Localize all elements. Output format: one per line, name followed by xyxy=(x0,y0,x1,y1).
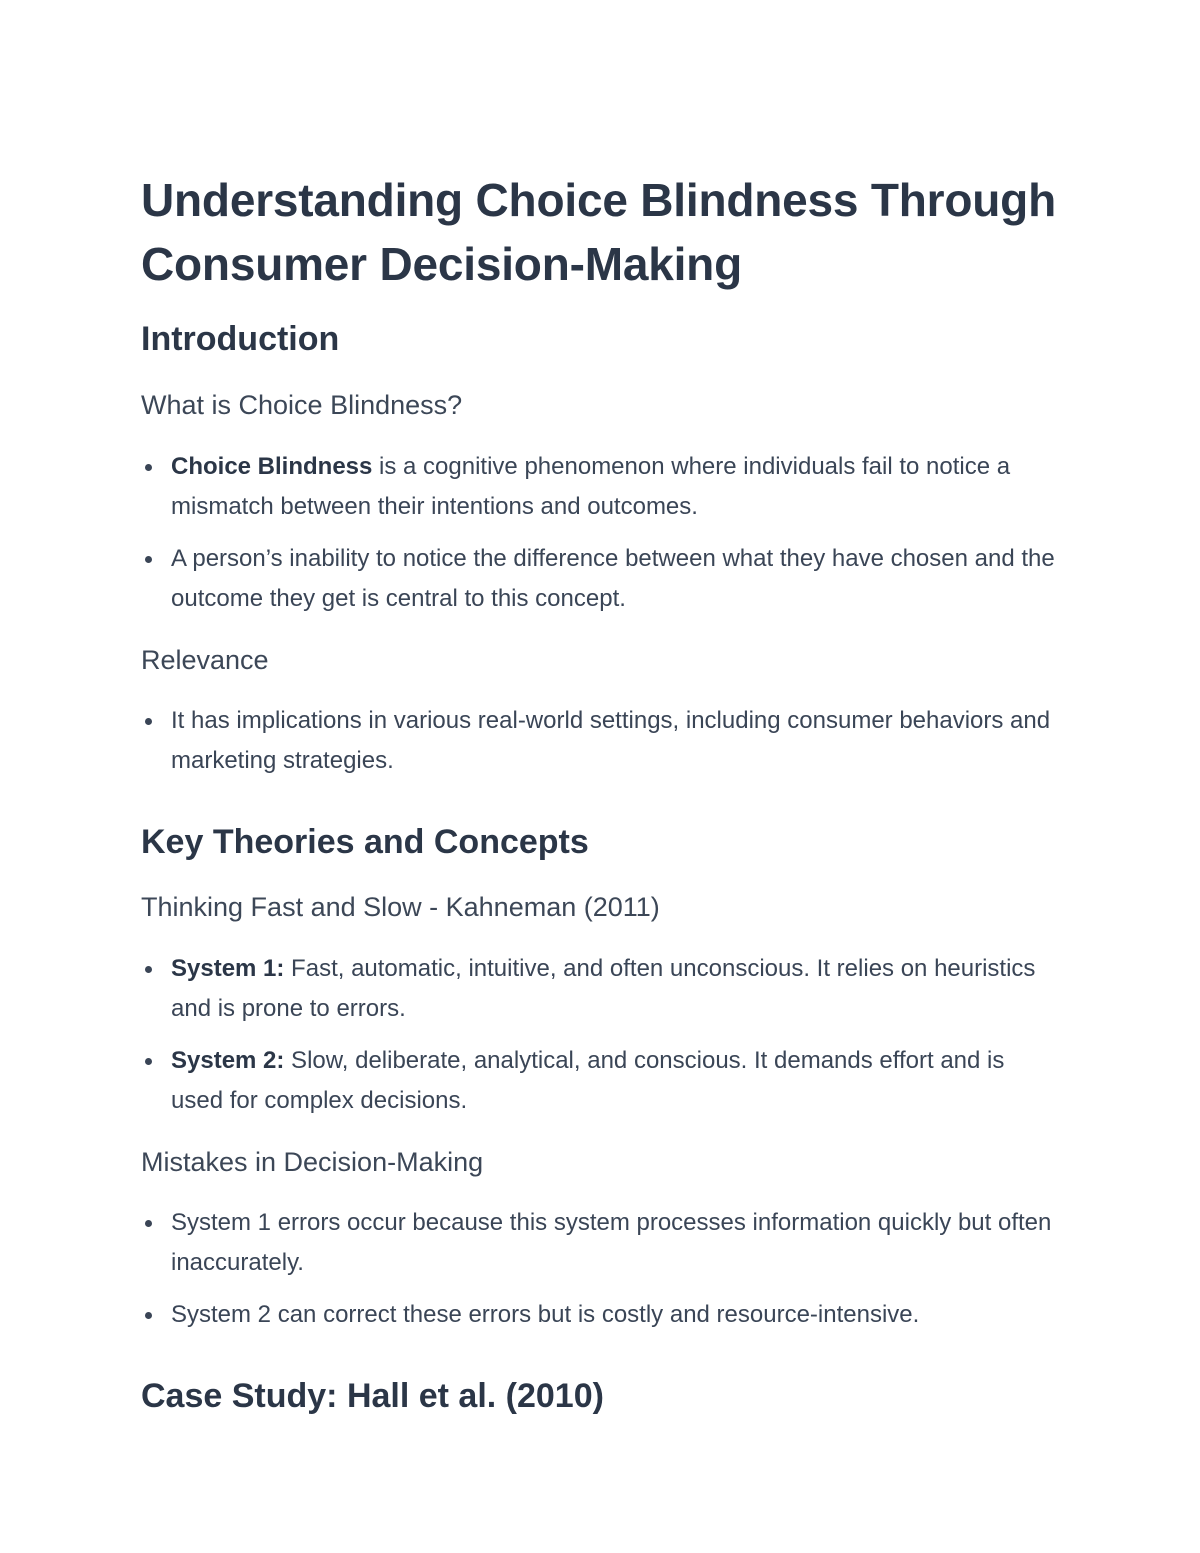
bullet-list-systems xyxy=(141,949,1061,1121)
list-item xyxy=(141,1041,1061,1121)
bullet-list-what-is xyxy=(141,447,1061,619)
list-item xyxy=(141,701,1061,781)
list-item xyxy=(141,1203,1061,1283)
subheading-relevance: Relevance xyxy=(141,645,269,675)
document-content xyxy=(141,168,1061,1417)
list-item-text: Fast, automatic, intuitive, and often unconscious. It relies on heuristics and is prone to errors. xyxy=(171,955,1036,1022)
list-item xyxy=(141,1295,1061,1335)
list-item xyxy=(141,539,1061,619)
bold-term: System 2: xyxy=(171,1047,285,1074)
bullet-list-mistakes xyxy=(141,1203,1061,1335)
document-title: Understanding Choice Blindness Through Consumer Decision-Making xyxy=(141,174,1056,290)
list-item-text: It has implications in various real-world settings, including consumer behaviors and marketing strategies. xyxy=(171,707,1051,774)
bullet-list-relevance xyxy=(141,701,1061,781)
section-heading-introduction: Introduction xyxy=(141,320,340,358)
list-item-text: Slow, deliberate, analytical, and conscious. It demands effort and is used for complex decisions. xyxy=(171,1047,1005,1114)
list-item-text: is a cognitive phenomenon where individuals fail to notice a mismatch between their intentions and outcomes. xyxy=(171,453,1011,520)
section-heading-case-study: Case Study: Hall et al. (2010) xyxy=(141,1377,604,1415)
list-item xyxy=(141,447,1061,527)
list-item xyxy=(141,949,1061,1029)
subheading-thinking-fast-and-slow: Thinking Fast and Slow - Kahneman (2011) xyxy=(141,892,660,922)
list-item-text: System 2 can correct these errors but is costly and resource-intensive. xyxy=(171,1301,920,1328)
subheading-mistakes-in-decision-making: Mistakes in Decision-Making xyxy=(141,1147,484,1177)
bold-term: System 1: xyxy=(171,955,285,982)
list-item-text: System 1 errors occur because this system processes information quickly but often inaccurately. xyxy=(171,1209,1052,1276)
bold-term: Choice Blindness xyxy=(171,453,373,480)
subheading-what-is-choice-blindness: What is Choice Blindness? xyxy=(141,390,463,420)
section-heading-key-theories: Key Theories and Concepts xyxy=(141,823,589,861)
list-item-text: A person’s inability to notice the difference between what they have chosen and the outcome they get is central to this concept. xyxy=(171,545,1055,612)
